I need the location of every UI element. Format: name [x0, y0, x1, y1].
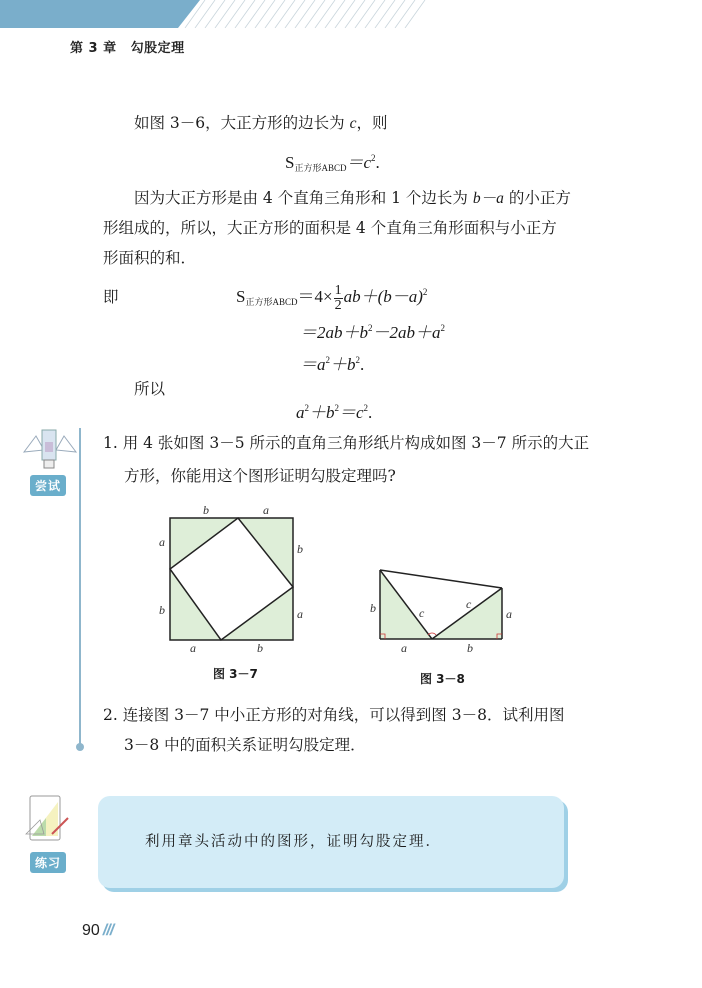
- practice-tag: 练习: [30, 852, 66, 873]
- eq-sup: 2: [363, 403, 369, 413]
- practice-text: 利用章头活动中的图形，证明勾股定理．: [145, 834, 442, 850]
- fig38-label-hyp-left-c: c: [419, 606, 425, 620]
- eq-rhs: ＝c: [346, 153, 372, 172]
- fig38-label-right-a: a: [506, 607, 512, 621]
- figure-3-8-caption: 图 3－8: [420, 672, 465, 686]
- figure-3-8: [365, 555, 525, 655]
- eq-part: ＝c: [339, 403, 364, 422]
- figure-3-7-caption: 图 3－7: [213, 667, 258, 681]
- try-question-1-line2: 方形，你能用这个图形证明勾股定理吗?: [124, 467, 396, 485]
- eq-sup: 2: [368, 323, 373, 333]
- eq-part: a: [296, 403, 305, 422]
- fig37-label-bottom-a: a: [190, 641, 196, 655]
- eq-part: ＝2ab＋b: [300, 323, 368, 342]
- eq-s: S: [285, 153, 295, 172]
- fig37-label-left-b: b: [159, 603, 165, 617]
- eq-sub: 正方形ABCD: [294, 163, 347, 173]
- chapter-label: 第 3 章: [70, 41, 117, 56]
- paragraph-2-line1: [134, 183, 574, 214]
- eq-end: .: [375, 153, 380, 172]
- ji-label: 即: [103, 288, 119, 306]
- eq-part: ＝a: [300, 355, 326, 374]
- intro-text-end: ，则: [356, 114, 388, 132]
- equation-area-derivation: [236, 282, 427, 313]
- equation-pythagorean: [296, 398, 372, 423]
- equation-area: [285, 148, 380, 174]
- equation-simplify: [300, 350, 364, 375]
- frac-num: 1: [334, 282, 342, 298]
- fig38-label-hyp-right-c: c: [466, 597, 472, 611]
- eq-sup: 2: [440, 323, 445, 333]
- para-text: 的小正方: [503, 189, 571, 207]
- eq-end: .: [368, 403, 373, 422]
- fraction-half: [334, 284, 343, 313]
- para-text: 因为大正方形是由 4 个直角三角形和 1 个边长为: [134, 189, 473, 207]
- eq-part: ＝4×: [297, 287, 333, 306]
- suoyi-label: 所以: [134, 380, 166, 398]
- eq-s: S: [236, 287, 246, 306]
- eq-part: －2ab＋a: [372, 323, 441, 342]
- intro-text: 如图 3－6，大正方形的边长为: [134, 114, 350, 132]
- fig37-label-left-a: a: [159, 535, 165, 549]
- page-slashes: ///: [102, 922, 114, 939]
- eq-sup: 2: [325, 355, 330, 365]
- fig37-label-right-a: a: [297, 607, 303, 621]
- frac-den: 2: [334, 297, 342, 313]
- figure-3-7: [150, 500, 320, 690]
- header-band: [0, 0, 702, 28]
- fig37-label-top-a: a: [263, 503, 269, 517]
- eq-part: ＋b: [309, 403, 335, 422]
- eq-sub: 正方形ABCD: [245, 297, 298, 307]
- fig38-label-left-b: b: [370, 601, 376, 615]
- fig38-label-bottom-b: b: [467, 641, 473, 655]
- paragraph-2-line3: 形面积的和．: [103, 249, 197, 267]
- try-question-2-line1: 2. 连接图 3－7 中小正方形的对角线，可以得到图 3－8．试利用图: [103, 706, 565, 724]
- page-number: [82, 922, 113, 940]
- eq-sup: 2: [355, 355, 360, 365]
- eq-part: ＋b: [330, 355, 356, 374]
- fig37-label-top-b: b: [203, 503, 209, 517]
- intro-line: [134, 108, 387, 139]
- try-icon: [22, 428, 78, 472]
- try-side-dot: [76, 743, 84, 751]
- eq-sup: 2: [422, 287, 428, 297]
- eq-part: ab＋(b－a): [343, 287, 423, 306]
- try-question-1-line1: 1. 用 4 张如图 3－5 所示的直角三角形纸片构成如图 3－7 所示的大正: [103, 434, 590, 452]
- fig38-label-bottom-a: a: [401, 641, 407, 655]
- eq-sup: 2: [371, 153, 376, 163]
- paragraph-2-line2: 形组成的，所以，大正方形的面积是 4 个直角三角形面积与小正方: [103, 219, 557, 237]
- try-question-2-line2: 3－8 中的面积关系证明勾股定理．: [124, 736, 366, 754]
- var-b-minus-a: b－a: [472, 190, 504, 207]
- try-side-line: [79, 428, 81, 746]
- practice-icon: [24, 790, 74, 846]
- page-number-text: 90: [82, 922, 100, 939]
- fig37-label-bottom-b: b: [257, 641, 263, 655]
- eq-sup: 2: [334, 403, 339, 413]
- equation-expand: [300, 318, 445, 343]
- fig37-label-right-b: b: [297, 542, 303, 556]
- eq-sup: 2: [304, 403, 309, 413]
- chapter-title: 勾股定理: [130, 41, 185, 56]
- chapter-heading: [70, 37, 199, 56]
- var-c: c: [349, 115, 357, 132]
- try-tag: 尝试: [30, 475, 66, 496]
- eq-end: .: [360, 355, 365, 374]
